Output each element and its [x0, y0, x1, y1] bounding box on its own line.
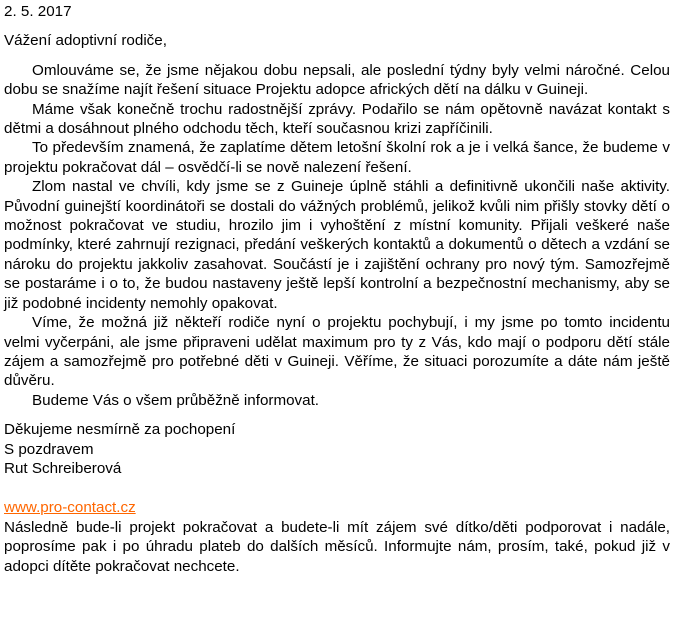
closing-signature: Rut Schreiberová — [4, 459, 122, 477]
letter-salutation: Vážení adoptivní rodiče, — [4, 32, 167, 50]
paragraph-trust: Víme, že možná již někteří rodiče nyní o projektu pochybují, i my jsme po tomto incidentu velmi vyčerpáni, ale jsme připraveni udělat maximum pro ty z Vás, kdo mají o podporu dětí stále zájem a samozřejmě pro potřebné děti v Guineji. Věříme, že situaci porozumíte a dáte nám ještě důvěru. — [4, 314, 670, 390]
spacer — [4, 478, 670, 498]
paragraph-school-year: To především znamená, že zaplatíme dětem letošní školní rok a je i velká šance, že budeme v projektu pokračovat dál – osvědčí-li se nově nalezení řešení. — [4, 139, 670, 176]
spacer — [4, 51, 670, 61]
closing-regards: S pozdravem — [4, 440, 94, 458]
website-link[interactable]: www.pro-contact.cz — [4, 499, 136, 517]
paragraph-apology: Omlouváme se, že jsme nějakou dobu nepsali, ale poslední týdny byly velmi náročné. Celou dobu se snažíme najít řešení situace Projektu adopce afrických dětí na dálku v Guineji. — [4, 61, 670, 99]
closing-thanks: Děkujeme nesmírně za pochopení — [4, 421, 236, 439]
postscript: Následně bude-li projekt pokračovat a budete-li mít zájem své dítko/děti podporovat i nadále, poprosíme pak i po úhradu plateb do dalších měsíců. Informujte nám, prosím, také, pokud již v adopci dítěte pokračovat nechcete. — [4, 518, 670, 575]
paragraph-good-news: Máme však konečně trochu radostnější zprávy. Podařilo se nám opětovně navázat kontakt s dětmi a dosáhnout plného odchodu těch, kteří současnou krizi zapříčinili. — [4, 100, 670, 138]
letter-date: 2. 5. 2017 — [4, 3, 72, 20]
paragraph-turning-point: Zlom nastal ve chvíli, kdy jsme se z Guineje úplně stáhli a definitivně ukončili naše aktivity. Původní guinejští koordinátoři se dostali do vážných problémů, jelikož kvůli nim přišly stovky dětí o možnost pokračovat ve studiu, hrozilo jim i vyhoštění z místní komunity. Přijali veškeré naše podmínky, které zahrnují rezignaci, předání veškerých kontaktů a dokumentů o dětech a vzdání se nároku do projektu jakkoliv zasahovat. Součástí je i zajištění ochrany pro nový tým. Samozřejmě se postaráme i o to, že budou nastaveny ještě lepší kontrolní a bezpečnostní mechanismy, aby se již podobné incidenty nemohly opakovat. — [4, 178, 670, 312]
paragraph-updates: Budeme Vás o všem průběžně informovat. — [32, 391, 320, 409]
spacer — [4, 21, 670, 31]
spacer — [4, 410, 670, 420]
